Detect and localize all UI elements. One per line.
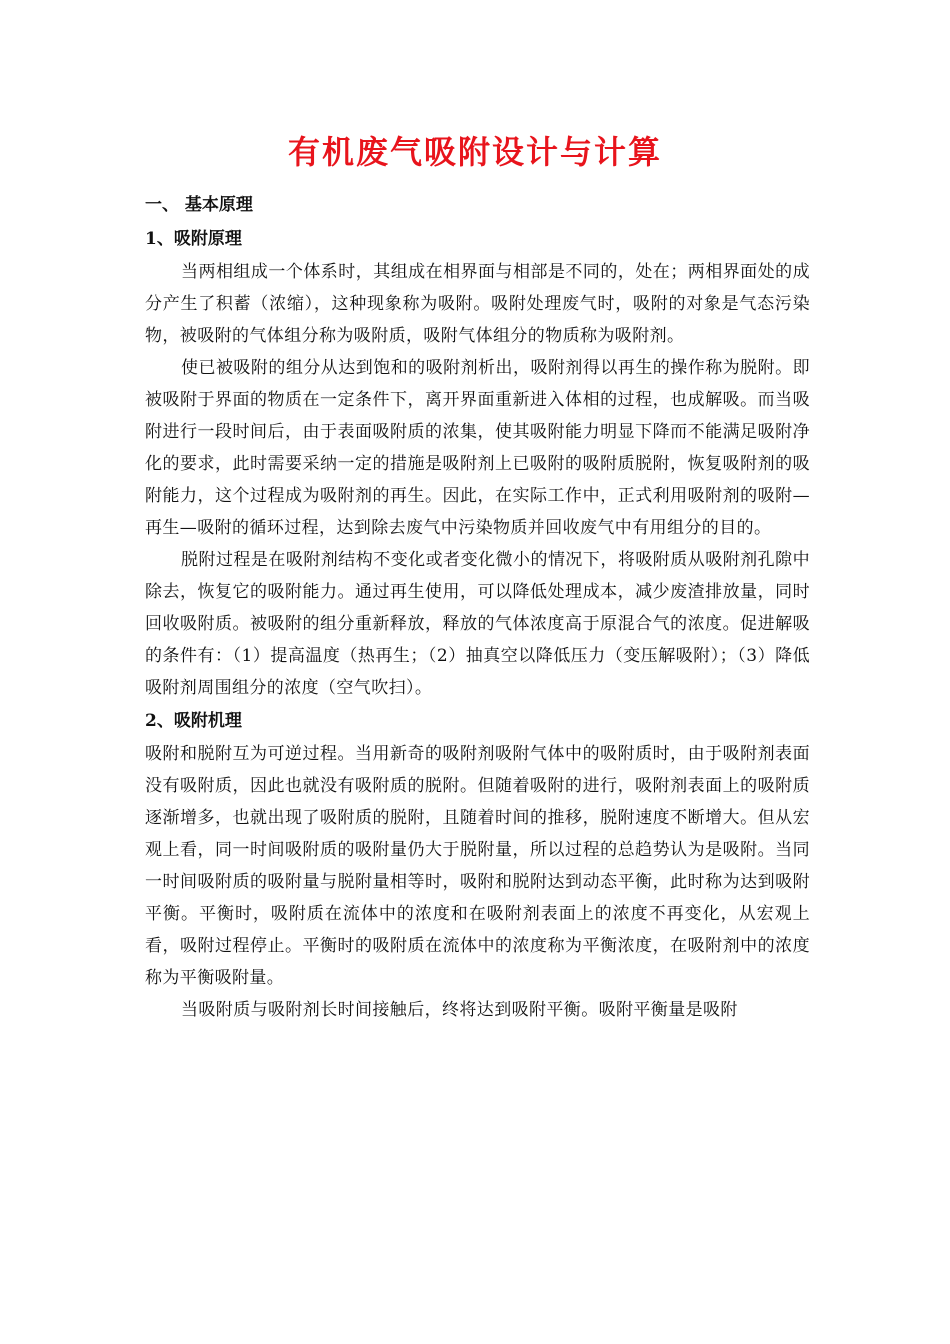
paragraph-adsorption-equilibrium: 吸附和脱附互为可逆过程。当用新奇的吸附剂吸附气体中的吸附质时，由于吸附剂表面没有吸附质，因此也就没有吸附质的脱附。但随着吸附的进行，吸附剂表面上的吸附质逐渐增多，也就出现了吸附质的脱附，且随着时间的推移，脱附速度不断增大。但从宏观上看，同一时间吸附质的吸附量仍大于脱附量，所以过程的总趋势认为是吸附。当同一时间吸附质的吸附量与脱附量相等时，吸附和脱附达到动态平衡，此时称为达到吸附平衡。平衡时，吸附质在流体中的浓度和在吸附剂表面上的浓度不再变化，从宏观上看，吸附过程停止。平衡时的吸附质在流体中的浓度称为平衡浓度，在吸附剂中的浓度称为平衡吸附量。 (145, 744, 810, 988)
paragraph-desorption-process: 脱附过程是在吸附剂结构不变化或者变化微小的情况下，将吸附质从吸附剂孔隙中除去，恢复它的吸附能力。通过再生使用，可以降低处理成本，减少废渣排放量，同时回收吸附质。被吸附的组分重新释放，释放的气体浓度高于原混合气的浓度。促进解吸的条件有：（1）提高温度（热再生；（2）抽真空以降低压力（变压解吸附）；（3）降低吸附剂周围组分的浓度（空气吹扫）。 (145, 550, 810, 698)
subsection-heading-adsorption-principle: 1、吸附原理 (145, 229, 242, 249)
section-heading-basic-principles: 一、 基本原理 (145, 195, 253, 215)
paragraph-equilibrium-amount: 当吸附质与吸附剂长时间接触后，终将达到吸附平衡。吸附平衡量是吸附 (181, 1000, 738, 1020)
subsection-heading-adsorption-mechanism: 2、吸附机理 (145, 711, 242, 731)
paragraph-adsorption-definition: 当两相组成一个体系时，其组成在相界面与相部是不同的，处在；两相界面处的成分产生了积蓄（浓缩），这种现象称为吸附。吸附处理废气时，吸附的对象是气态污染物，被吸附的气体组分称为吸附质，吸附气体组分的物质称为吸附剂。 (145, 262, 810, 346)
document-body (145, 188, 810, 1026)
paragraph-desorption-definition: 使已被吸附的组分从达到饱和的吸附剂析出，吸附剂得以再生的操作称为脱附。即被吸附于界面的物质在一定条件下，离开界面重新进入体相的过程，也成解吸。而当吸附进行一段时间后，由于表面吸附质的浓集，使其吸附能力明显下降而不能满足吸附净化的要求，此时需要采纳一定的措施是吸附剂上已吸附的吸附质脱附，恢复吸附剂的吸附能力，这个过程成为吸附剂的再生。因此，在实际工作中，正式利用吸附剂的吸附—再生—吸附的循环过程，达到除去废气中污染物质并回收废气中有用组分的目的。 (145, 358, 810, 538)
document-title: 有机废气吸附设计与计算 (287, 133, 662, 171)
